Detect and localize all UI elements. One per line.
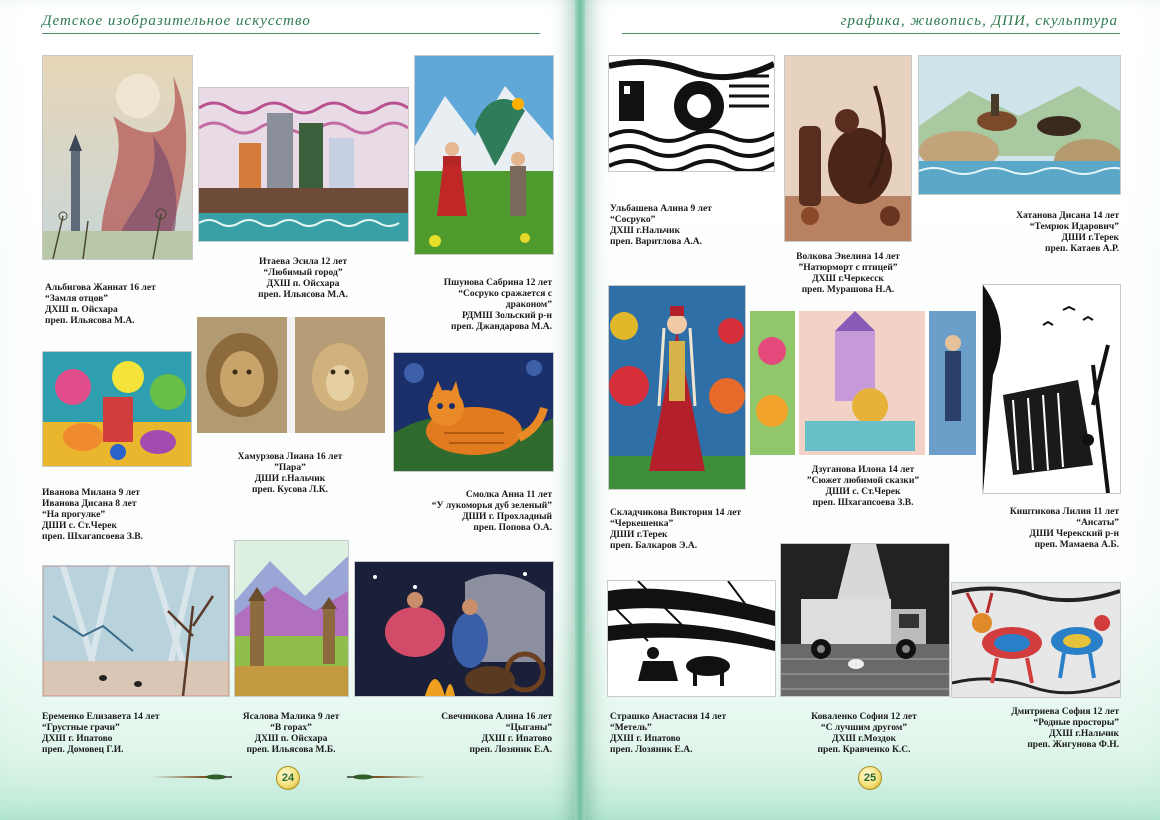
- artwork-v-gorah: [234, 540, 349, 697]
- artwork-s-luchshim-drugom: [780, 543, 950, 697]
- artwork-syuzhet-skazki: [750, 311, 976, 455]
- artwork-metel: [607, 580, 776, 697]
- caption: Коваленко София 12 лет “С лучшим другом” ДХШ г.Моздок преп. Кравченко К.С.: [811, 712, 917, 755]
- left-page: [0, 0, 575, 820]
- caption: Альбигова Жаннат 16 лет “Замля отцов” ДХШ п. Ойсхара преп. Ильясова М.А.: [45, 283, 156, 326]
- caption: Хатанова Дисана 14 лет “Темрюк Идарович” ДШИ г.Терек преп. Катаев А.Р.: [1016, 211, 1119, 254]
- page-number: 25: [858, 766, 882, 790]
- caption: Иванова Милана 9 лет Иванова Дисана 8 лет “На прогулке” ДШИ с. Ст.Черек преп. Шхагапсоева З.В.: [42, 488, 143, 542]
- paintbrush-icon: [347, 774, 427, 780]
- artwork-lyubimyj-gorod: [198, 87, 409, 242]
- caption: Ясалова Малика 9 лет “В горах” ДХШ п. Ойсхара преп. Ильясова М.Б.: [242, 712, 340, 755]
- left-running-header: Детское изобразительное искусство: [42, 13, 311, 29]
- book-gutter: [575, 0, 585, 820]
- header-rule: [42, 33, 540, 34]
- caption: Дмитриева София 12 лет “Родные просторы” ДХШ г.Нальчик преп. Жигунова Ф.Н.: [1011, 707, 1119, 750]
- artwork-grustnye-grachi: [42, 565, 230, 697]
- right-running-header: графика, живопись, ДПИ, скульптура: [840, 13, 1118, 29]
- artwork-cherkeshenka: [608, 285, 746, 490]
- artwork-para: [197, 317, 385, 433]
- caption: Пшунова Сабрина 12 лет “Сосруко сражается с драконом” РДМШ Зольский р-н преп. Джандарова М.А.: [443, 278, 552, 332]
- caption: Дзуганова Илона 14 лет ”Сюжет любимой сказки” ДШИ с. Ст.Черек преп. Шхагапсоева З.В.: [806, 465, 920, 508]
- header-rule: [622, 33, 1120, 34]
- caption: Киштикова Лилия 11 лет “Ансаты” ДШИ Черекский р-н преп. Мамаева А.Б.: [1009, 507, 1119, 550]
- artwork-na-progulke: [42, 351, 192, 467]
- caption: Ульбашева Алина 9 лет “Сосруко” ДХШ г.Нальчик преп. Варитлова А.А.: [610, 204, 712, 247]
- caption: Свечникова Алина 16 лет “Цыганы” ДХШ г. Ипатово преп. Лозяник Е.А.: [441, 712, 552, 755]
- right-page: [585, 0, 1160, 820]
- artwork-rodnye-prostory: [951, 582, 1121, 698]
- paintbrush-icon: [152, 774, 232, 780]
- caption: Итаева Эсила 12 лет “Любимый город” ДХШ п. Ойсхара преп. Ильясова М.А.: [258, 257, 348, 300]
- caption: Еременко Елизавета 14 лет “Грустные грачи” ДХШ г. Ипатово преп. Домовец Г.И.: [42, 712, 160, 755]
- artwork-natyurmort: [784, 55, 912, 242]
- page-number: 24: [276, 766, 300, 790]
- artwork-temryuk: [918, 55, 1121, 195]
- caption: Смолка Анна 11 лет “У лукоморья дуб зеленый” ДШИ г. Прохладный преп. Попова О.А.: [431, 490, 552, 533]
- caption: Волкова Эвелина 14 лет ”Натюрморт с птицей” ДХШ г.Черкесск преп. Мурашова Н.А.: [796, 252, 900, 295]
- artwork-sosruko-graphic: [608, 55, 775, 172]
- artwork-sosruko-drakon: [414, 55, 554, 255]
- artwork-ansaty: [982, 284, 1121, 494]
- artwork-cygany: [354, 561, 554, 697]
- artwork-u-lukomorya: [393, 352, 554, 472]
- caption: Складчикова Виктория 14 лет “Черкешенка” ДШИ г.Терек преп. Балкаров Э.А.: [610, 508, 742, 551]
- caption: Страшко Анастасия 14 лет “Метель” ДХШ г. Ипатово преп. Лозяник Е.А.: [610, 712, 727, 755]
- artwork-rodina-otcov: [42, 55, 193, 260]
- caption: Хамурзова Лиана 16 лет ”Пара” ДШИ г.Нальчик преп. Кусова Л.К.: [237, 452, 343, 495]
